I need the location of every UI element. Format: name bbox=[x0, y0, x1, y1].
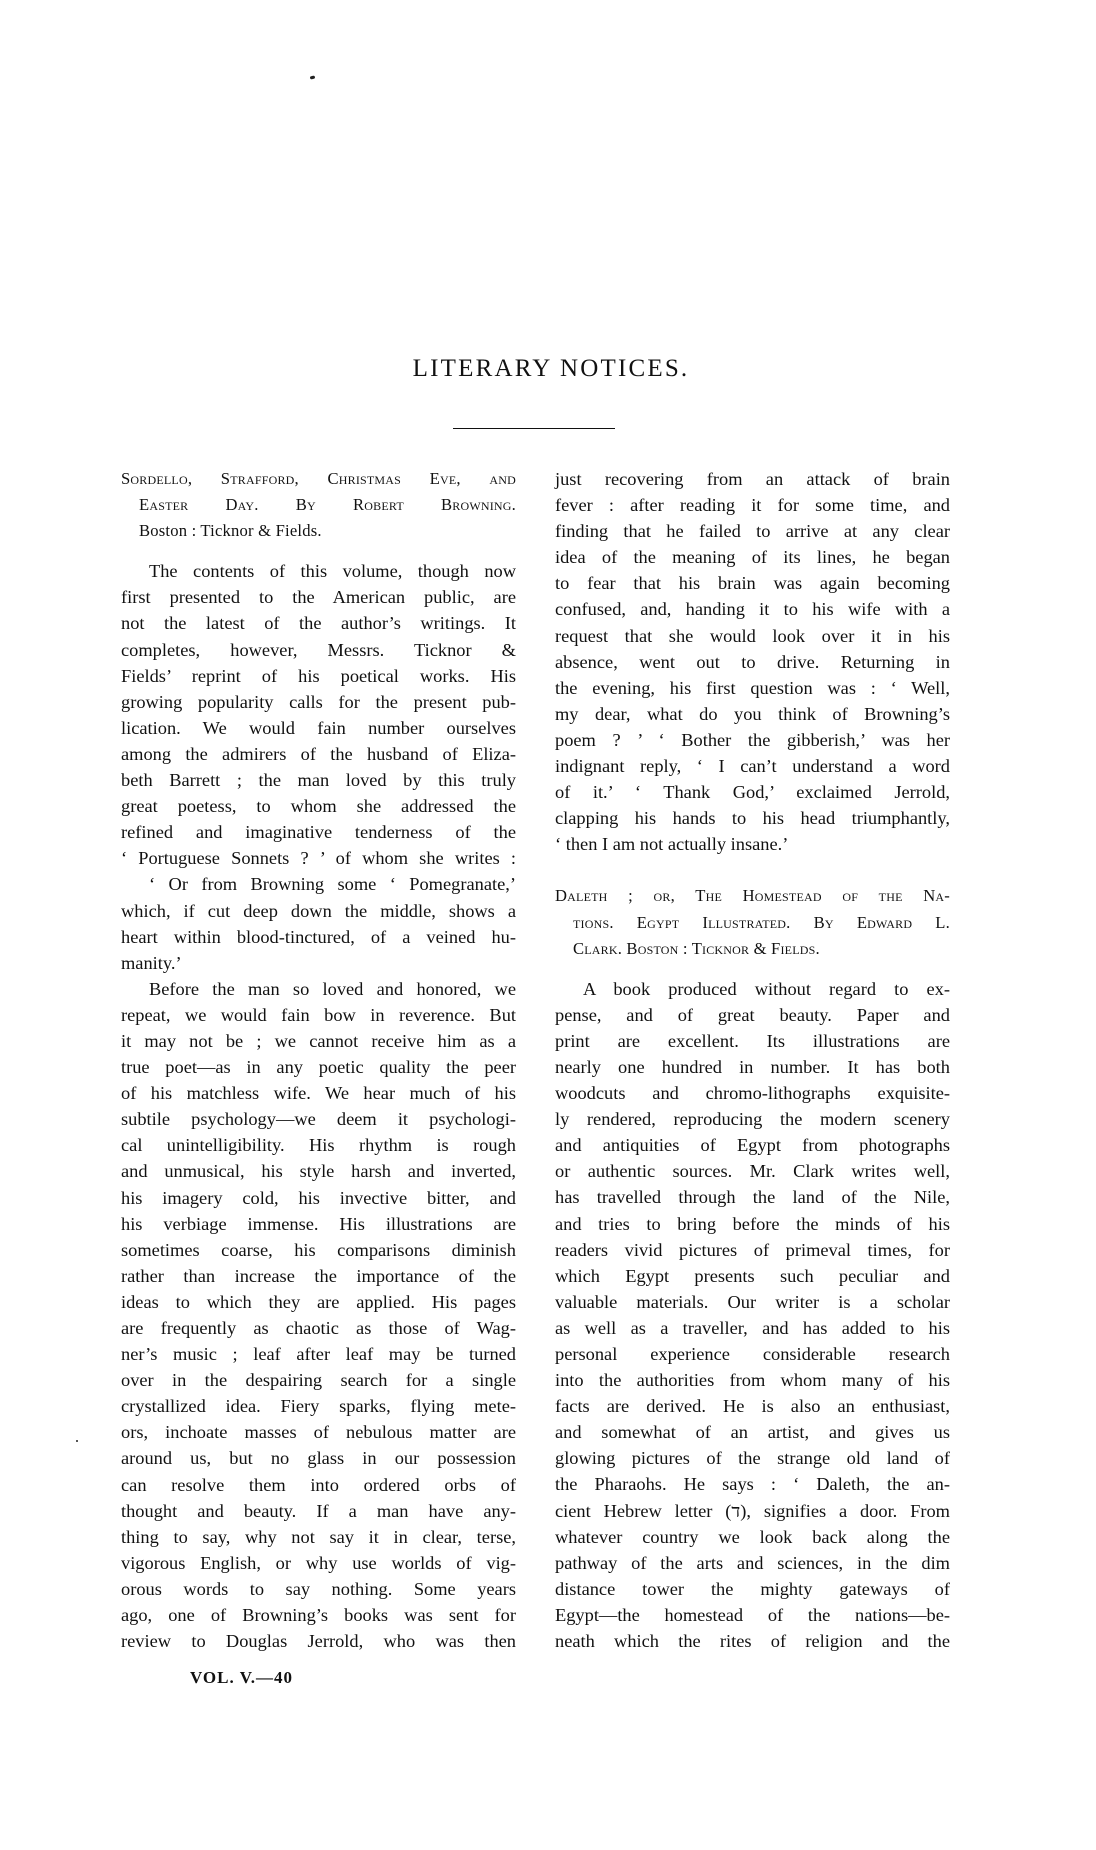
ink-speck bbox=[310, 75, 316, 79]
body-line: idea of the meaning of its lines, he began bbox=[555, 547, 950, 568]
body-line: Before the man so loved and honored, we bbox=[149, 978, 516, 999]
body-line: pense, and of great beauty. Paper and bbox=[555, 1004, 950, 1025]
body-line: true poet—as in any poetic quality the peer bbox=[121, 1057, 516, 1078]
body-line: over in the despairing search for a single bbox=[121, 1370, 516, 1391]
body-line: rather than increase the importance of the bbox=[121, 1265, 516, 1286]
body-line: repeat, we would fain bow in reverence. But bbox=[121, 1004, 516, 1025]
body-line: which Egypt presents such peculiar and bbox=[555, 1265, 950, 1286]
body-line: and tries to bring before the minds of his bbox=[555, 1213, 950, 1234]
body-line: vigorous English, or why use worlds of vig- bbox=[121, 1552, 516, 1573]
body-line: ‘ Portuguese Sonnets ? ’ of whom she writes : bbox=[121, 848, 516, 869]
body-line: poem ? ’ ‘ Bother the gibberish,’ was her bbox=[555, 729, 950, 750]
review-body-sordello bbox=[121, 558, 516, 1654]
body-line: completes, however, Messrs. Ticknor & bbox=[121, 639, 516, 660]
body-line: ors, inchoate masses of nebulous matter are bbox=[121, 1422, 516, 1443]
body-line: his imagery cold, his invective bitter, and bbox=[121, 1187, 516, 1208]
body-line: ly rendered, reproducing the modern scenery bbox=[555, 1109, 950, 1130]
body-line: his verbiage immense. His illustrations are bbox=[121, 1213, 516, 1234]
body-line: Egypt—the homestead of the nations—be- bbox=[555, 1604, 950, 1625]
body-line: distance tower the mighty gateways of bbox=[555, 1578, 950, 1599]
body-line: ‘ then I am not actually insane.’ bbox=[555, 834, 789, 855]
body-line: or authentic sources. Mr. Clark writes well, bbox=[555, 1161, 950, 1182]
heading-line: Sordello, Strafford, Christmas Eve, and bbox=[121, 469, 516, 488]
body-line: and unmusical, his style harsh and inverted, bbox=[121, 1161, 516, 1182]
review-body-sordello-continued bbox=[555, 466, 950, 857]
body-line: Fields’ reprint of his poetical works. His bbox=[121, 665, 516, 686]
body-line: of his matchless wife. We hear much of his bbox=[121, 1083, 516, 1104]
body-line: it may not be ; we cannot receive him as a bbox=[121, 1030, 516, 1051]
body-line: my dear, what do you think of Browning’s bbox=[555, 703, 950, 724]
body-line: lication. We would fain number ourselves bbox=[121, 717, 516, 738]
body-line: The contents of this volume, though now bbox=[149, 561, 516, 582]
body-line: indignant reply, ‘ I can’t understand a word bbox=[555, 756, 950, 777]
quote-line: heart within blood-tinctured, of a veined hu- bbox=[121, 926, 516, 947]
body-line: first presented to the American public, are bbox=[121, 587, 516, 608]
left-column bbox=[121, 466, 516, 1654]
page-folio: VOL. V.—40 bbox=[190, 1668, 294, 1687]
spacer bbox=[121, 544, 516, 558]
body-line: growing popularity calls for the present pub- bbox=[121, 691, 516, 712]
body-line: subtile psychology—we deem it psychologi- bbox=[121, 1109, 516, 1130]
body-line: A book produced without regard to ex- bbox=[583, 978, 950, 999]
body-line: whatever country we look back along the bbox=[555, 1526, 950, 1547]
body-line: fever : after reading it for some time, and bbox=[555, 495, 950, 516]
body-line: nearly one hundred in number. It has both bbox=[555, 1056, 950, 1077]
body-line: just recovering from an attack of brain bbox=[555, 469, 950, 489]
body-line: review to Douglas Jerrold, who was then bbox=[121, 1631, 516, 1652]
body-line: thought and beauty. If a man have any- bbox=[121, 1500, 516, 1521]
body-line: beth Barrett ; the man loved by this truly bbox=[121, 770, 516, 791]
body-line: are frequently as chaotic as those of Wag- bbox=[121, 1318, 516, 1338]
right-column bbox=[555, 466, 950, 1654]
body-line: great poetess, to whom she addressed the bbox=[121, 796, 516, 817]
quote-line: which, if cut deep down the middle, shows a bbox=[121, 900, 516, 921]
review-heading-sordello bbox=[121, 466, 516, 544]
heading-line: Daleth ; or, The Homestead of the Na- bbox=[555, 886, 950, 906]
body-line: has travelled through the land of the Nile, bbox=[555, 1187, 950, 1208]
review-body-daleth bbox=[555, 976, 950, 1654]
body-line: ideas to which they are applied. His pages bbox=[121, 1291, 516, 1312]
quote-line: ‘ Or from Browning some ‘ Pomegranate,’ bbox=[149, 874, 516, 895]
body-line: to fear that his brain was again becoming bbox=[555, 573, 950, 594]
body-line: sometimes coarse, his comparisons diminish bbox=[121, 1239, 516, 1260]
heading-line: Boston : Ticknor & Fields. bbox=[139, 521, 322, 541]
body-line: crystallized idea. Fiery sparks, flying mete- bbox=[121, 1396, 516, 1417]
body-line: finding that he failed to arrive at any clear bbox=[555, 521, 950, 542]
body-line: of it.’ ‘ Thank God,’ exclaimed Jerrold, bbox=[555, 782, 950, 803]
body-line: can resolve them into ordered orbs of bbox=[121, 1474, 516, 1495]
heading-line: tions. Egypt Illustrated. By Edward L. bbox=[573, 912, 950, 932]
body-line: ner’s music ; leaf after leaf may be turned bbox=[121, 1344, 516, 1365]
spacer bbox=[555, 857, 950, 883]
body-line: neath which the rites of religion and the bbox=[555, 1631, 950, 1652]
body-line: personal experience considerable research bbox=[555, 1344, 950, 1364]
body-line: as well as a traveller, and has added to his bbox=[555, 1317, 950, 1338]
review-heading-daleth bbox=[555, 883, 950, 961]
body-line: orous words to say nothing. Some years bbox=[121, 1578, 516, 1599]
body-line: facts are derived. He is also an enthusiast, bbox=[555, 1396, 950, 1417]
body-line: absence, went out to drive. Returning in bbox=[555, 651, 950, 672]
body-line: request that she would look over it in his bbox=[555, 625, 950, 646]
heading-line: Easter Day. By Robert Browning. bbox=[139, 495, 516, 515]
body-line: thing to say, why not say it in clear, terse, bbox=[121, 1526, 516, 1547]
body-line: cal unintelligibility. His rhythm is rough bbox=[121, 1135, 516, 1156]
body-line: and somewhat of an artist, and gives us bbox=[555, 1422, 950, 1443]
body-line: woodcuts and chromo-lithographs exquisite- bbox=[555, 1083, 950, 1104]
body-line: the Pharaohs. He says : ‘ Daleth, the an- bbox=[555, 1474, 950, 1495]
body-line: around us, but no glass in our possession bbox=[121, 1448, 516, 1469]
heading-line: Clark. Boston : Ticknor & Fields. bbox=[573, 938, 820, 958]
page-title-text: LITERARY NOTICES. bbox=[412, 355, 690, 382]
body-line: clapping his hands to his head triumphantly, bbox=[555, 808, 950, 829]
body-line: among the admirers of the husband of Eliza- bbox=[121, 743, 516, 764]
body-line: ago, one of Browning’s books was sent for bbox=[121, 1605, 516, 1626]
page-title bbox=[0, 355, 1096, 383]
body-line: cient Hebrew letter (ד), signifies a door. From bbox=[555, 1500, 950, 1521]
body-line: and antiquities of Egypt from photographs bbox=[555, 1135, 950, 1156]
body-line: readers vivid pictures of primeval times, for bbox=[555, 1239, 950, 1260]
body-line: into the authorities from whom many of his bbox=[555, 1370, 950, 1391]
body-line: not the latest of the author’s writings. It bbox=[121, 613, 516, 634]
body-line: refined and imaginative tenderness of the bbox=[121, 822, 516, 843]
body-line: print are excellent. Its illustrations are bbox=[555, 1030, 950, 1051]
quote-line: manity.’ bbox=[121, 952, 182, 973]
body-line: pathway of the arts and sciences, in the dim bbox=[555, 1552, 950, 1573]
body-line: the evening, his first question was : ‘ Well, bbox=[555, 677, 950, 698]
body-line: glowing pictures of the strange old land of bbox=[555, 1448, 950, 1469]
body-line: valuable materials. Our writer is a scholar bbox=[555, 1291, 950, 1312]
margin-mark bbox=[76, 1440, 78, 1442]
title-rule bbox=[453, 428, 615, 429]
body-line: confused, and, handing it to his wife with a bbox=[555, 599, 950, 620]
spacer bbox=[555, 962, 950, 976]
